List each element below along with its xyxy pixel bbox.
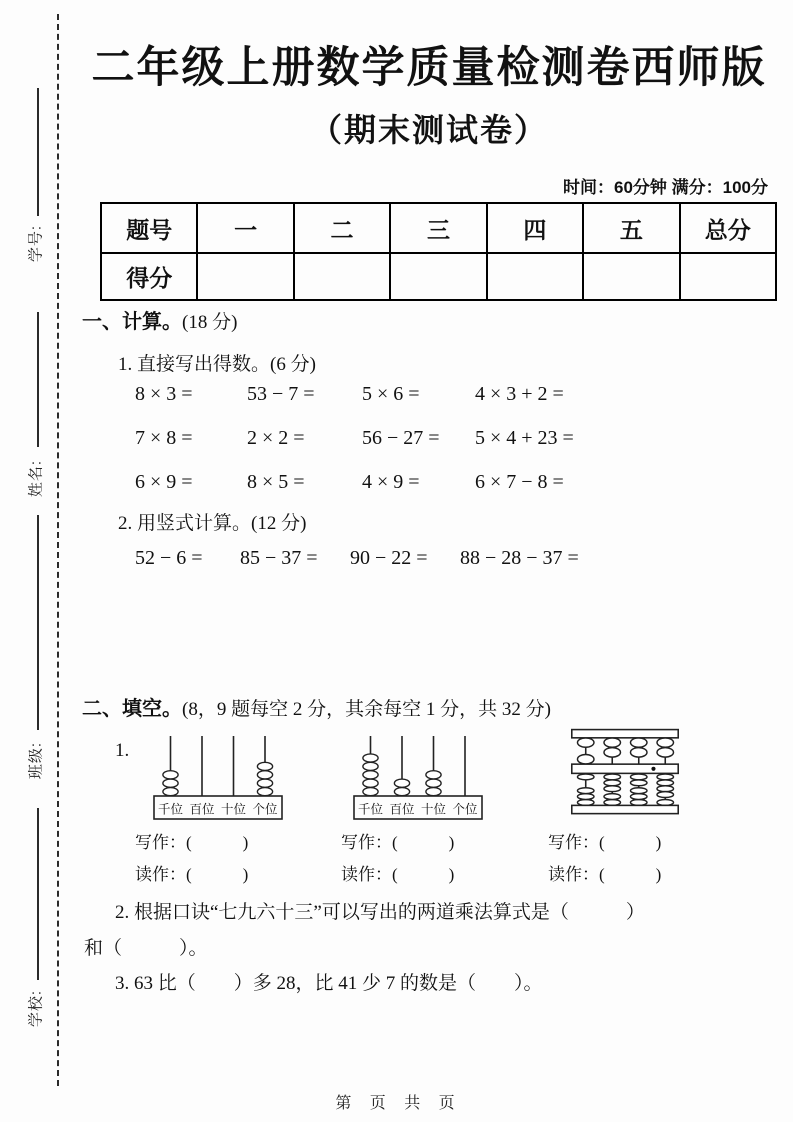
- calc-problem: 6 × 7 − 8 =: [475, 471, 564, 493]
- question3-text: 3. 63 比（ ）多 28，比 41 少 7 的数是（ ）。: [115, 973, 543, 994]
- calc-problem: 56 − 27 =: [362, 427, 440, 449]
- calc-problem: 7 × 8 =: [135, 427, 193, 449]
- student-id-blank-line: [37, 88, 39, 216]
- school-label: 学校:: [27, 989, 45, 1028]
- section2-heading-bold: 二、填空。: [82, 698, 182, 720]
- read-as-blank: 读作：( ): [548, 865, 662, 884]
- score-table-empty-cell: [294, 253, 390, 300]
- svg-text:千位: 千位: [357, 802, 384, 817]
- section1-sub2-heading: 2. 用竖式计算。(12 分): [118, 513, 307, 534]
- calc-problem: 8 × 5 =: [247, 471, 305, 493]
- calc-problem: 5 × 6 =: [362, 383, 420, 405]
- svg-text:十位: 十位: [220, 802, 247, 817]
- place-value-abacus-2: [353, 735, 483, 826]
- calc-problem: 5 × 4 + 23 =: [475, 427, 574, 449]
- write-as-blank: 写作：( ): [135, 833, 249, 852]
- student-name-label: 姓名:: [27, 459, 45, 498]
- svg-text:百位: 百位: [189, 802, 215, 817]
- score-table-empty-cell: [680, 253, 776, 300]
- score-table-empty-cell: [390, 253, 486, 300]
- svg-text:百位: 百位: [389, 802, 415, 817]
- student-id-label: 学号:: [27, 224, 45, 263]
- write-as-blank: 写作：( ): [548, 833, 662, 852]
- calc-problem: 4 × 9 =: [362, 471, 420, 493]
- class-label: 班级:: [27, 741, 45, 780]
- score-table-cell: 三: [390, 203, 486, 253]
- calc-problem: 90 − 22 =: [350, 547, 428, 569]
- write-as-blank: 写作：( ): [341, 833, 455, 852]
- svg-text:千位: 千位: [157, 802, 184, 817]
- question2-line2: 和（ ）。: [84, 938, 208, 959]
- calc-problem: 53 − 7 =: [247, 383, 315, 405]
- calc-problem: 8 × 3 =: [135, 383, 193, 405]
- section1-sub1-heading: 1. 直接写出得数。(6 分): [118, 354, 316, 375]
- score-table-score-row: [101, 253, 776, 300]
- calc-problem: 85 − 37 =: [240, 547, 318, 569]
- section2-heading-points: (8，9 题每空 2 分，其余每空 1 分，共 32 分): [182, 699, 551, 720]
- score-table-empty-cell: [583, 253, 679, 300]
- dashed-cut-line: [57, 14, 59, 1086]
- score-table-cell: 题号: [101, 203, 197, 253]
- question1-number: 1.: [115, 740, 130, 761]
- score-table-empty-cell: [197, 253, 293, 300]
- calc-problem: 6 × 9 =: [135, 471, 193, 493]
- direct-calculation-grid: [135, 383, 574, 494]
- section1-heading: [82, 305, 237, 334]
- calc-problem: 52 − 6 =: [135, 547, 203, 569]
- section1-heading-bold: 一、计算。: [82, 311, 182, 333]
- svg-text:十位: 十位: [420, 802, 447, 817]
- read-as-blank: 读作：( ): [135, 865, 249, 884]
- question2-line1: 2. 根据口诀“七九六十三”可以写出的两道乘法算式是（ ）: [115, 902, 645, 923]
- suanpan-abacus: [571, 727, 679, 822]
- class-blank-line: [37, 515, 39, 730]
- section2-heading: [82, 692, 551, 721]
- page-footer: 第 页 共 页: [335, 1095, 458, 1112]
- score-table: [100, 202, 777, 301]
- vertical-calculation-grid: [135, 547, 579, 570]
- score-table-empty-cell: [487, 253, 583, 300]
- score-table-cell: 五: [583, 203, 679, 253]
- score-table-cell: 一: [197, 203, 293, 253]
- school-blank-line: [37, 808, 39, 980]
- svg-text:个位: 个位: [252, 802, 278, 817]
- score-table-cell: 得分: [101, 253, 197, 300]
- svg-text:个位: 个位: [452, 802, 478, 817]
- student-name-blank-line: [37, 312, 39, 447]
- score-table-header-row: [101, 203, 776, 253]
- paper-subtitle: （期末测试卷）: [309, 112, 548, 148]
- section1-heading-points: (18 分): [182, 312, 238, 333]
- place-value-abacus-1: [153, 735, 283, 826]
- calc-problem: 88 − 28 − 37 =: [460, 547, 579, 569]
- read-as-blank: 读作：( ): [341, 865, 455, 884]
- calc-problem: 4 × 3 + 2 =: [475, 383, 564, 405]
- score-table-cell: 四: [487, 203, 583, 253]
- score-table-cell: 总分: [680, 203, 776, 253]
- score-table-cell: 二: [294, 203, 390, 253]
- paper-title: 二年级上册数学质量检测卷西师版: [91, 44, 767, 92]
- time-score-info: 时间：60分钟 满分：100分: [563, 178, 768, 197]
- calc-problem: 2 × 2 =: [247, 427, 305, 449]
